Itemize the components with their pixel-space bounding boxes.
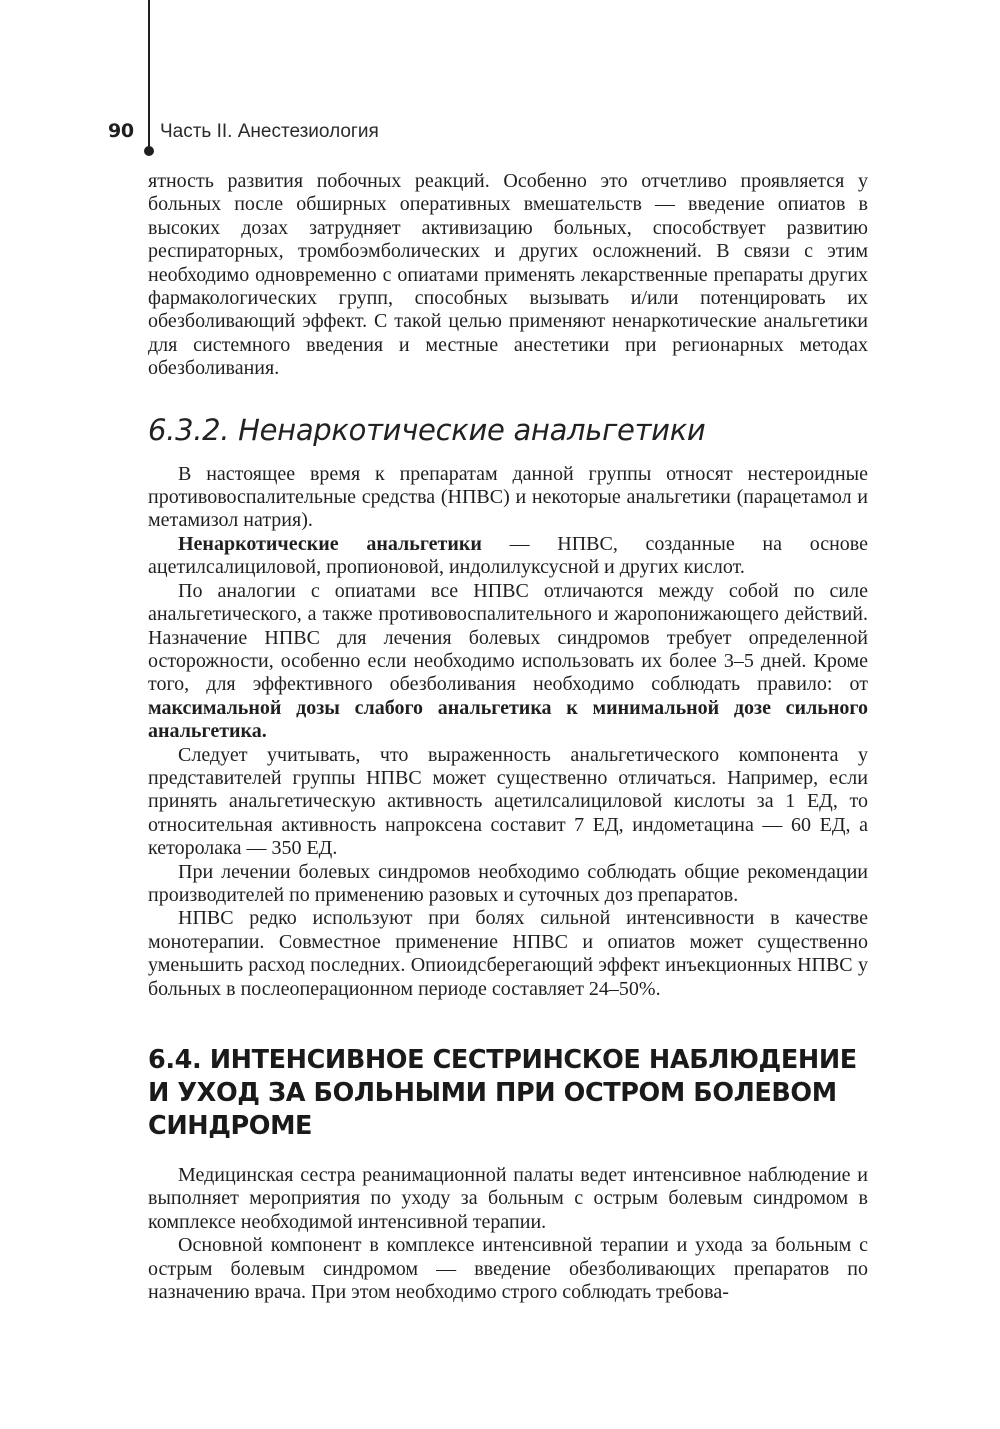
page-body xyxy=(148,170,868,1304)
paragraph: Медицинская сестра реанимационной палаты ведет интенсивное наблюдение и выполняет мероприятия по уходу за больным с острым болевым синдромом в комплексе необходимой интенсивной терапии. xyxy=(148,1164,868,1233)
rule-paragraph xyxy=(148,580,868,744)
paragraph: НПВС редко используют при болях сильной интенсивности в качестве монотерапии. Совместное применение НПВС и опиатов может существенно уменьшить расход последних. Опиоидсберегающий эффект инъекционных НПВС у больных в послеоперационном периоде составляет 24–50%. xyxy=(148,907,868,1000)
definition-text: — НПВС, созданные на основе ацетилсалициловой, пропионовой, индолилуксусной и других кислот. xyxy=(148,532,868,579)
definition-paragraph xyxy=(148,533,868,580)
section-title: 6.4. ИНТЕНСИВНОЕ СЕСТРИНСКОЕ НАБЛЮДЕНИЕ И УХОД ЗА БОЛЬНЫМИ ПРИ ОСТРОМ БОЛЕВОМ СИНДРОМЕ xyxy=(148,1045,857,1141)
paragraph: При лечении болевых синдромов необходимо соблюдать общие рекомендации производителей по применению разовых и суточных доз препаратов. xyxy=(148,860,868,906)
subsection-title: 6.3.2. Ненаркотические анальгетики xyxy=(148,412,706,447)
definition-term: Ненаркотические анальгетики xyxy=(178,532,482,555)
margin-rule xyxy=(148,0,150,150)
running-head: Часть II. Анестезиология xyxy=(160,121,379,142)
paragraph: Основной компонент в комплексе интенсивной терапии и ухода за больным с острым болевым синдромом — введение обезболивающих препаратов по назначению врача. При этом необходимо строго соблюдать требова- xyxy=(148,1234,868,1304)
rule-emphasis: максимальной дозы слабого анальгетика к минимальной дозе сильного анальгетика. xyxy=(148,696,868,743)
rule-text: По аналогии с опиатами все НПВС отличаются между собой по силе анальгетического, а также противовоспалительного и жаропонижающего действий. Назначение НПВС для лечения болевых синдромов требует определенной осторожности, особенно если необходимо использовать их более 3–5 дней. Кроме того, для эффективного обезболивания необходимо соблюдать правило: от xyxy=(148,579,868,696)
page-number: 90 xyxy=(108,120,134,142)
paragraph: В настоящее время к препаратам данной группы относят нестероидные противовоспалительные средства (НПВС) и некоторые анальгетики (парацетамол и метамизол натрия). xyxy=(148,462,868,532)
margin-dot xyxy=(144,146,154,156)
intro-paragraph: ятность развития побочных реакций. Особенно это отчетливо проявляется у больных после обширных оперативных вмешательств — введение опиатов в высоких дозах затрудняет активизацию больных, способствует развитию респираторных, тромбоэмболических и других осложнений. В связи с этим необходимо одновременно с опиатами применять лекарственные препараты других фармакологических групп, способных вызывать и/или потенцировать их обезболивающий эффект. С такой целью применяют ненаркотические анальгетики для системного введения и местные анестетики при регионарных методах обезболивания. xyxy=(148,170,868,380)
paragraph: Следует учитывать, что выраженность анальгетического компонента у представителей группы НПВС может существенно отличаться. Например, если принять анальгетическую активность ацетилсалициловой кислоты за 1 ЕД, то относительная активность напроксена составит 7 ЕД, индометацина — 60 ЕД, а кеторолака — 350 ЕД. xyxy=(148,743,868,860)
